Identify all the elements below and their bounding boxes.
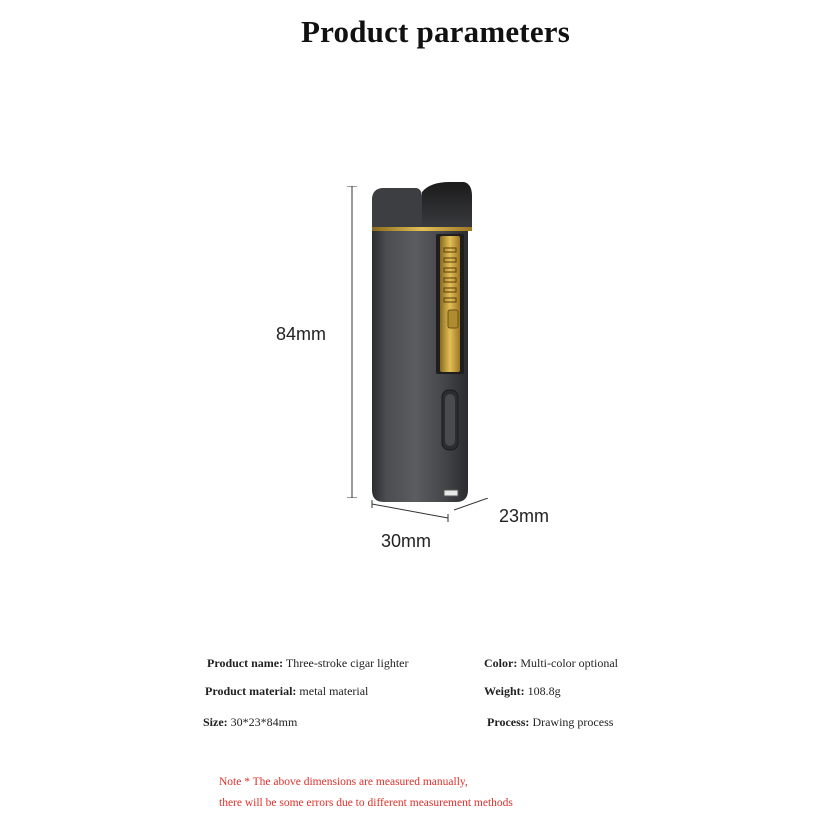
process-label: Process: xyxy=(487,715,530,729)
size-value: 30*23*84mm xyxy=(227,715,298,729)
product-name-label: Product name: xyxy=(207,656,284,670)
lighter-image xyxy=(360,180,500,520)
height-label: 84mm xyxy=(276,324,327,344)
product-process xyxy=(487,715,613,730)
note-line-2: there will be some errors due to different measurement methods xyxy=(219,797,513,809)
weight-value: 108.8g xyxy=(524,684,561,698)
process-value: Drawing process xyxy=(529,715,614,729)
product-size xyxy=(203,715,297,730)
note-line-1: Note * The above dimensions are measured manually, xyxy=(219,776,468,788)
weight-label: Weight: xyxy=(484,684,525,698)
width-label: 30mm xyxy=(381,531,432,551)
material-value: metal material xyxy=(296,684,369,698)
product-name-value: Three-stroke cigar lighter xyxy=(283,656,409,670)
product-color xyxy=(484,656,618,671)
height-dimension-line xyxy=(346,186,358,498)
color-label: Color: xyxy=(484,656,518,670)
size-label: Size: xyxy=(203,715,228,729)
page-title: Product parameters xyxy=(300,14,571,49)
material-label: Product material: xyxy=(205,684,297,698)
product-name xyxy=(207,656,409,671)
product-material xyxy=(205,684,368,699)
product-weight xyxy=(484,684,561,699)
color-value: Multi-color optional xyxy=(517,656,618,670)
depth-label: 23mm xyxy=(499,506,550,526)
